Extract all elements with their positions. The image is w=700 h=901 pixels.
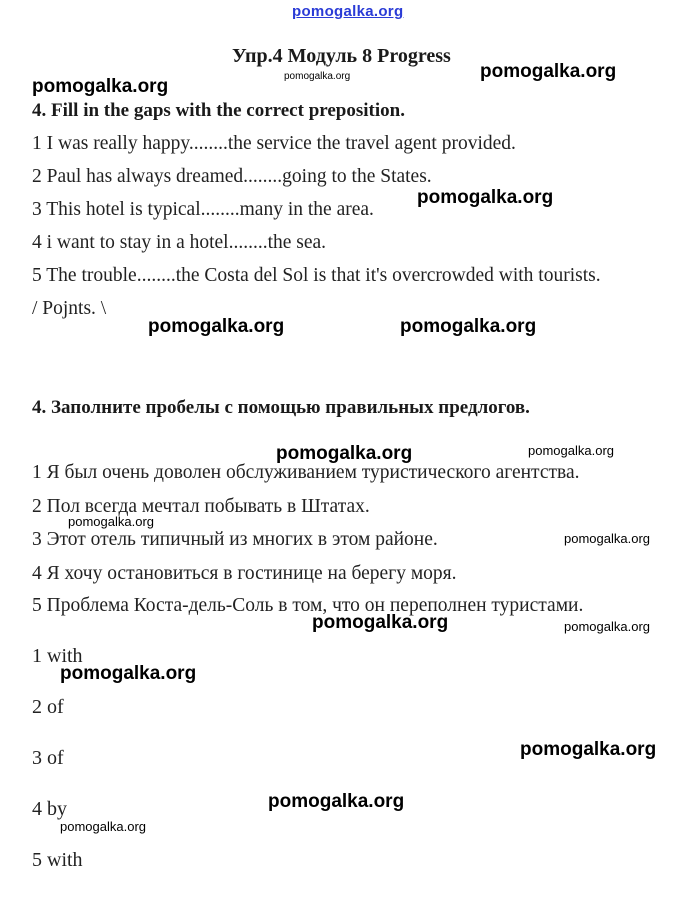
watermark: pomogalka.org: [32, 76, 169, 97]
english-item-3: 3 This hotel is typical........many in the area.: [32, 199, 374, 220]
russian-item-4: 4 Я хочу остановиться в гостинице на берегу моря.: [32, 563, 457, 584]
answer-1: 1 with: [32, 645, 83, 667]
russian-item-2: 2 Пол всегда мечтал побывать в Штатах.: [32, 496, 370, 517]
watermark: pomogalka.org: [400, 316, 537, 337]
watermark: pomogalka.org: [60, 819, 146, 834]
russian-item-1: 1 Я был очень доволен обслуживанием туристического агентства.: [32, 462, 580, 483]
watermark: pomogalka.org: [284, 71, 351, 82]
watermark: pomogalka.org: [268, 791, 405, 812]
russian-item-3: 3 Этот отель типичный из многих в этом районе.: [32, 529, 438, 550]
answer-5: 5 with: [32, 849, 83, 871]
points-note: / Pojnts. \: [32, 298, 107, 319]
watermark: pomogalka.org: [417, 187, 554, 208]
answer-2: 2 of: [32, 696, 64, 718]
english-heading: 4. Fill in the gaps with the correct preposition.: [32, 100, 405, 121]
answer-4: 4 by: [32, 798, 67, 820]
russian-heading: 4. Заполните пробелы с помощью правильных предлогов.: [32, 397, 530, 418]
top-site-link[interactable]: pomogalka.org: [292, 3, 404, 20]
russian-item-5: 5 Проблема Коста-дель-Соль в том, что он переполнен туристами.: [32, 595, 584, 616]
watermark: pomogalka.org: [520, 739, 657, 760]
watermark: pomogalka.org: [564, 531, 650, 546]
english-item-4: 4 i want to stay in a hotel........the sea.: [32, 232, 327, 253]
watermark: pomogalka.org: [480, 61, 617, 82]
english-item-1: 1 I was really happy........the service the travel agent provided.: [32, 133, 516, 154]
watermark: pomogalka.org: [68, 514, 154, 529]
english-item-2: 2 Paul has always dreamed........going to the States.: [32, 166, 432, 187]
watermark: pomogalka.org: [148, 316, 285, 337]
watermark: pomogalka.org: [276, 443, 413, 464]
answer-3: 3 of: [32, 747, 64, 769]
watermark: pomogalka.org: [528, 443, 614, 458]
watermark: pomogalka.org: [60, 663, 197, 684]
english-item-5: 5 The trouble........the Costa del Sol is that it's overcrowded with tourists.: [32, 265, 601, 286]
page-title: Упр.4 Модуль 8 Progress: [232, 45, 451, 67]
watermark: pomogalka.org: [564, 619, 650, 634]
watermark: pomogalka.org: [312, 612, 449, 633]
